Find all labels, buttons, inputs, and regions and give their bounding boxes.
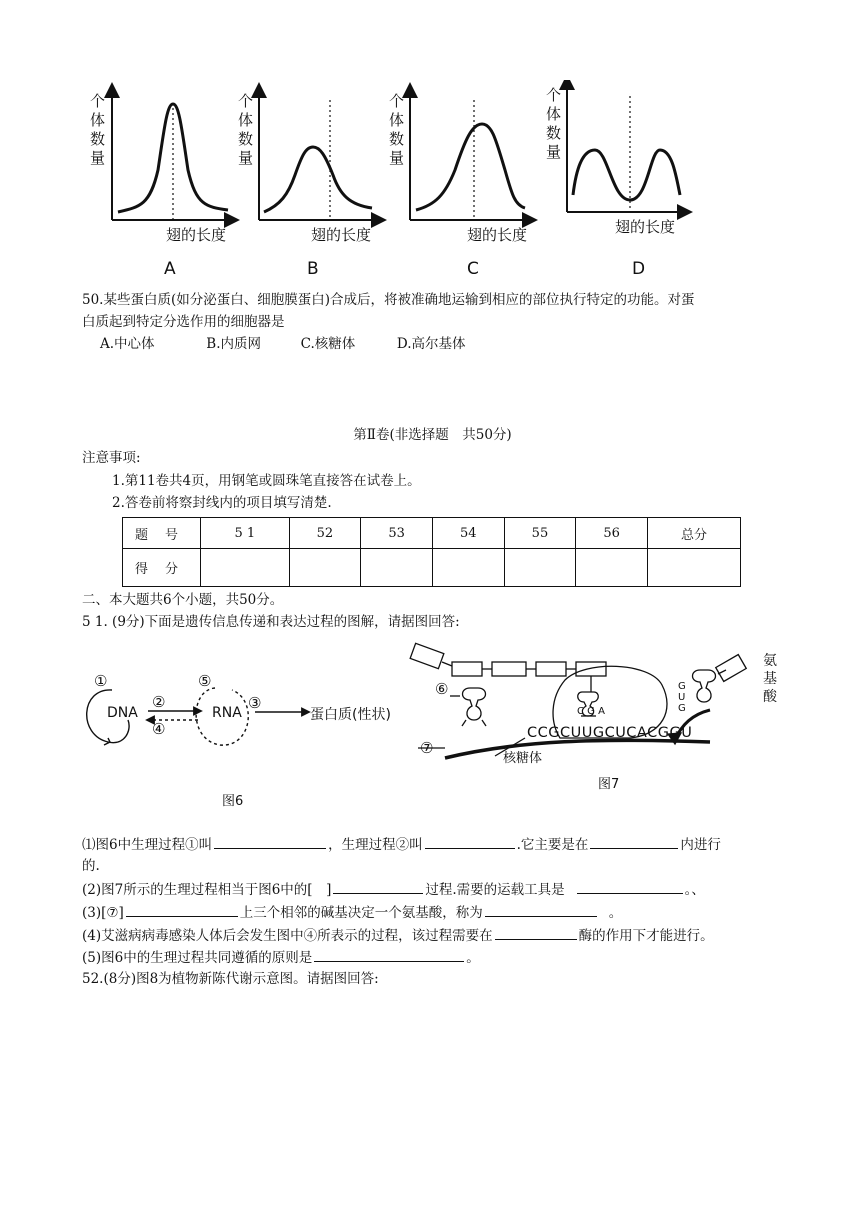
score-cell-54[interactable] — [432, 549, 504, 587]
q51-sub2 — [82, 879, 705, 900]
fig6-label-3: ③ — [248, 694, 262, 712]
x-label-b: 翅的长度 — [311, 226, 372, 244]
q51-sub4-a: (4)艾滋病病毒感染人体后会发生图中④所表示的过程，该过程需要在 — [82, 928, 493, 944]
fig7-amino-acid-box — [716, 655, 747, 682]
q51-sub5 — [82, 947, 480, 968]
q51-sub3-c: 。 — [608, 905, 623, 921]
y-label-a: 个体数量 — [90, 92, 106, 167]
score-header-56: 56 — [576, 518, 648, 549]
note-1: 1.第11卷共4页，用钢笔或圆珠笔直接答在试卷上。 — [112, 473, 421, 489]
q51-sub1-blank1[interactable] — [214, 834, 326, 849]
q51-sub5-b: 。 — [466, 950, 480, 966]
graph-c — [410, 90, 530, 220]
y-label-d: 个体数量 — [546, 86, 562, 161]
q51-sub3-blank2[interactable] — [485, 902, 597, 917]
q51-sub5-a: (5)图6中的生理过程共同遵循的原则是 — [82, 950, 313, 966]
fig7-ribosome-label: 核糖体 — [503, 751, 543, 766]
fig7-aa-box-5 — [576, 662, 606, 676]
score-header-54: 54 — [432, 518, 504, 549]
wing-length-graphs — [0, 80, 865, 280]
score-cell-53[interactable] — [361, 549, 433, 587]
score-cell-52[interactable] — [289, 549, 361, 587]
fig7-label-7: ⑦ — [420, 739, 434, 757]
fig7-mrna-sequence: CCGCUUGCUCACGGU — [527, 725, 693, 741]
q51-sub4-blank1[interactable] — [495, 925, 577, 940]
fig7-anticodon: C G A — [577, 706, 605, 717]
q51-sub1 — [82, 834, 721, 855]
q51-sub2-a: (2)图7所示的生理过程相当于图6中的[ ] — [82, 882, 332, 898]
score-header-total: 总分 — [648, 518, 741, 549]
q51-sub2-c: 。、 — [684, 882, 705, 898]
score-header-51: 5 1 — [201, 518, 290, 549]
q50-option-d: D.高尔基体 — [396, 336, 466, 352]
fig7-amino-acid-label-3: 酸 — [763, 689, 777, 705]
part2-intro: 二、本大题共6个小题，共50分。 — [82, 592, 284, 608]
graph-letter-c: C — [467, 259, 479, 279]
score-table-header-row — [123, 518, 741, 549]
score-header-53: 53 — [361, 518, 433, 549]
fig6-rna: RNA — [212, 705, 242, 721]
q50-stem-line2: 白质起到特定分选作用的细胞器是 — [82, 314, 285, 330]
q51-sub3-b: 上三个相邻的碱基决定一个氨基酸，称为 — [239, 905, 483, 921]
q50-option-a: A.中心体 — [100, 336, 155, 352]
q51-sub1-end: 的. — [82, 858, 100, 874]
score-table — [122, 517, 741, 587]
fig6-protein: 蛋白质(性状) — [310, 707, 391, 723]
q50-stem-line1: 50.某些蛋白质(如分泌蛋白、细胞膜蛋白)合成后，将被准确地运输到相应的部位执行特定的功能。对蛋 — [82, 292, 695, 308]
score-cell-total[interactable] — [648, 549, 741, 587]
fig6-label-4: ④ — [152, 720, 166, 738]
q51-sub1-d: 内进行 — [680, 837, 721, 853]
q51-sub2-blank1[interactable] — [333, 879, 423, 894]
graph-a — [112, 90, 232, 220]
q51-sub1-b: ，生理过程②叫 — [328, 837, 423, 853]
q51-sub3 — [82, 902, 622, 923]
y-label-b: 个体数量 — [238, 92, 254, 167]
x-label-a: 翅的长度 — [166, 226, 227, 244]
fig7-aa-box-4 — [536, 662, 566, 676]
score-cell-51[interactable] — [201, 549, 290, 587]
y-label-c: 个体数量 — [389, 92, 405, 167]
q50-option-b: B.内质网 — [206, 336, 262, 352]
q51-sub1-a: ⑴图6中生理过程①叫 — [82, 837, 213, 853]
q51-sub3-a: (3)[⑦] — [82, 905, 124, 921]
q51-sub1-blank2[interactable] — [425, 834, 515, 849]
graph-letter-a: A — [164, 259, 176, 279]
graph-letter-d: D — [632, 259, 646, 279]
fig7-trna-right — [693, 670, 716, 702]
score-table-score-row — [123, 549, 741, 587]
fig7-caption: 图7 — [598, 777, 620, 792]
score-cell-56[interactable] — [576, 549, 648, 587]
q50-option-c: C.核糖体 — [300, 336, 356, 352]
graph-d — [567, 82, 685, 212]
note-2: 2.答卷前将察封线内的项目填写清楚. — [112, 495, 332, 511]
fig6-caption: 图6 — [222, 794, 244, 809]
q51-sub2-b: 过程.需要的运载工具是 — [425, 882, 565, 898]
fig6-label-2: ② — [152, 693, 166, 711]
score-header-52: 52 — [289, 518, 361, 549]
fig7-amino-acid-label-1: 氨 — [763, 653, 777, 669]
q51-sub4-b: 酶的作用下才能进行。 — [578, 928, 714, 944]
q51-sub2-blank2[interactable] — [577, 879, 683, 894]
score-header-label: 题 号 — [123, 518, 201, 549]
section2-title: 第Ⅱ卷(非选择题 共50分) — [353, 427, 512, 443]
graph-letter-b: B — [307, 259, 319, 279]
x-label-d: 翅的长度 — [615, 218, 676, 236]
graph-b — [259, 90, 379, 220]
score-header-55: 55 — [504, 518, 576, 549]
fig7-amino-acid-label-2: 基 — [763, 671, 777, 687]
fig7-aa-box-2 — [452, 662, 482, 676]
fig7-trna2-bases: G U G — [678, 681, 686, 714]
q51-sub5-blank1[interactable] — [314, 947, 464, 962]
q51-sub4 — [82, 925, 714, 946]
fig7-aa-box-1 — [410, 643, 444, 668]
q50-options — [100, 334, 466, 354]
q51-sub3-blank1[interactable] — [126, 902, 238, 917]
fig7-mrna — [445, 740, 710, 758]
q52-stem: 52.(8分)图8为植物新陈代谢示意图。请据图回答: — [82, 971, 379, 987]
fig6-label-5: ⑤ — [198, 672, 212, 690]
fig7-aa-box-3 — [492, 662, 526, 676]
score-row-label: 得 分 — [123, 549, 201, 587]
fig6-label-1: ① — [94, 672, 108, 690]
x-label-c: 翅的长度 — [467, 226, 528, 244]
fig7-label-6: ⑥ — [435, 680, 449, 698]
figure-7 — [400, 640, 800, 770]
notes-heading: 注意事项: — [82, 450, 141, 466]
q51-stem: 5 1. (9分)下面是遗传信息传递和表达过程的图解，请据图回答: — [82, 614, 460, 630]
q51-sub1-c: .它主要是在 — [516, 837, 589, 853]
fig7-trna-6 — [463, 688, 486, 720]
fig6-dna: DNA — [107, 705, 138, 721]
q51-sub1-blank3[interactable] — [590, 834, 678, 849]
score-cell-55[interactable] — [504, 549, 576, 587]
